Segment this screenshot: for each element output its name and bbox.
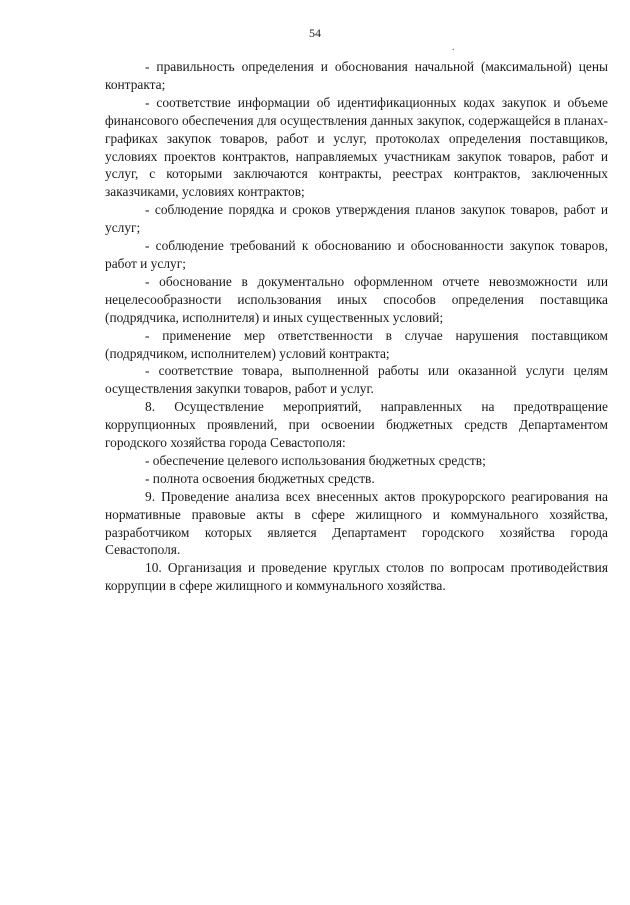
paragraph: - полнота освоения бюджетных средств. bbox=[145, 470, 375, 486]
paragraph: 10. Организация и проведение круглых столов по вопросам противодействия коррупции в сфере жилищного и коммунального хозяйства. bbox=[105, 560, 608, 594]
paragraph: - соответствие информации об идентификационных кодах закупок и объеме финансового обеспечения для осуществления данных закупок, содержащейся в планах-графиках закупок товаров, работ и услуг, протоколах определения поставщиков, условиях проектов контрактов, направляемых участникам закупок товаров, работ и услуг, с которыми заключаются контракты, реестрах контрактов, заключенных заказчиками, условиях контрактов; bbox=[105, 94, 608, 200]
paragraph: - соответствие товара, выполненной работы или оказанной услуги целям осуществления закупки товаров, работ и услуг. bbox=[105, 363, 608, 397]
page-number: 54 bbox=[309, 26, 321, 40]
paragraph: - правильность определения и обоснования начальной (максимальной) цены контракта; bbox=[105, 59, 608, 92]
paragraph: - обеспечение целевого использования бюджетных средств; bbox=[145, 452, 486, 468]
paragraph: - применение мер ответственности в случае нарушения поставщиком (подрядчиком, исполнителем) условий контракта; bbox=[105, 327, 608, 361]
paragraph: - соблюдение требований к обоснованию и обоснованности закупок товаров, работ и услуг; bbox=[105, 238, 608, 271]
scan-artifact-dot: . bbox=[452, 42, 455, 53]
paragraph: - обоснование в документально оформленном отчете невозможности или нецелесообразности использования иных способов определения поставщика (подрядчика, исполнителя) и иных существенных условий; bbox=[105, 273, 608, 325]
paragraph: 8. Осуществление мероприятий, направленных на предотвращение коррупционных проявлений, при освоении бюджетных средств Департаментом городского хозяйства города Севастополя: bbox=[105, 399, 608, 451]
paragraph: - соблюдение порядка и сроков утверждения планов закупок товаров, работ и услуг; bbox=[105, 202, 608, 236]
paragraph: 9. Проведение анализа всех внесенных актов прокурорского реагирования на нормативные правовые акты в сфере жилищного и коммунального хозяйства, разработчиком которых является Департамент городского хозяйства города Севастополя. bbox=[105, 488, 608, 558]
document-body bbox=[105, 58, 608, 595]
